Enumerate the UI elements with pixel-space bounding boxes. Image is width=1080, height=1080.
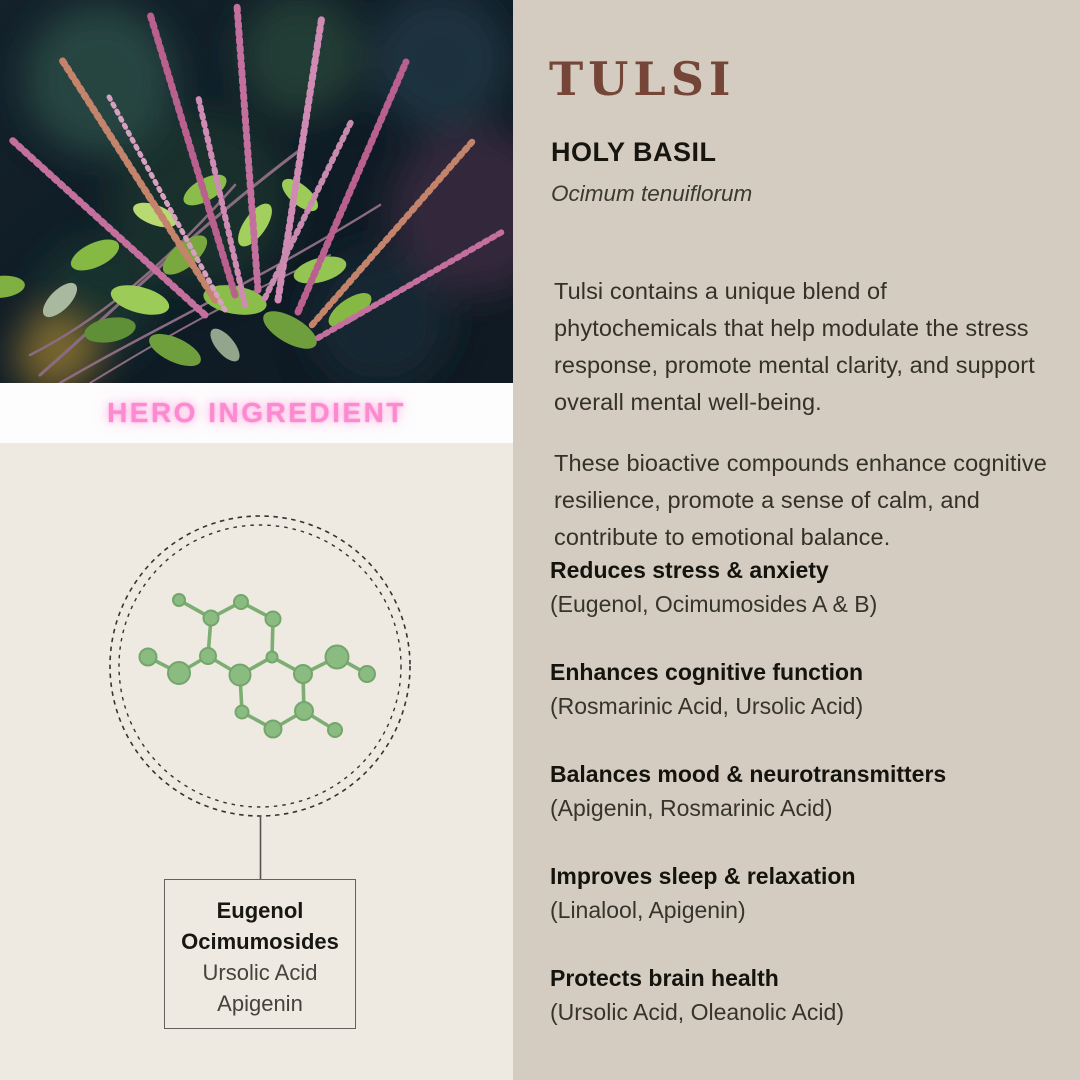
benefit-compounds: (Eugenol, Ocimumosides A & B) xyxy=(550,591,878,617)
secondary-paragraph: These bioactive compounds enhance cognitive resilience, promote a sense of calm, and contribute to emotional balance. xyxy=(554,449,1047,550)
tulsi-plant-photo xyxy=(0,0,513,383)
latin-name: Ocimum tenuiflorum xyxy=(551,181,753,206)
plant-photo-art xyxy=(0,0,513,383)
benefit-title: Improves sleep & relaxation xyxy=(550,863,856,889)
compound-box xyxy=(164,879,356,1029)
left-column xyxy=(0,0,513,1080)
benefit-item xyxy=(550,553,1055,621)
benefit-title: Protects brain health xyxy=(550,965,779,991)
compound-name: Apigenin xyxy=(217,991,303,1016)
common-name-heading: HOLY BASIL xyxy=(551,137,717,167)
benefit-compounds: (Ursolic Acid, Oleanolic Acid) xyxy=(550,999,844,1025)
benefit-item xyxy=(550,757,1055,825)
benefit-title: Reduces stress & anxiety xyxy=(550,557,829,583)
compound-name: Eugenol xyxy=(216,898,304,923)
benefit-item xyxy=(550,655,1055,723)
compound-name: Ursolic Acid xyxy=(202,960,318,985)
benefit-item xyxy=(550,859,1055,927)
intro-paragraph: Tulsi contains a unique blend of phytochemicals that help modulate the stress response, promote mental clarity, and support overall mental well-being. xyxy=(554,277,1035,415)
hero-ingredient-band xyxy=(0,383,513,443)
right-column xyxy=(513,0,1080,1080)
benefit-compounds: (Apigenin, Rosmarinic Acid) xyxy=(550,795,833,821)
benefits-list xyxy=(550,553,1055,1063)
page-title: TULSI xyxy=(549,52,736,106)
benefit-compounds: (Rosmarinic Acid, Ursolic Acid) xyxy=(550,693,864,719)
hero-ingredient-label: HERO INGREDIENT xyxy=(107,397,406,428)
compound-name: Ocimumosides xyxy=(181,929,339,954)
benefit-item xyxy=(550,961,1055,1029)
benefit-title: Enhances cognitive function xyxy=(550,659,864,685)
benefit-compounds: (Linalool, Apigenin) xyxy=(550,897,746,923)
benefit-title: Balances mood & neurotransmitters xyxy=(550,761,947,787)
